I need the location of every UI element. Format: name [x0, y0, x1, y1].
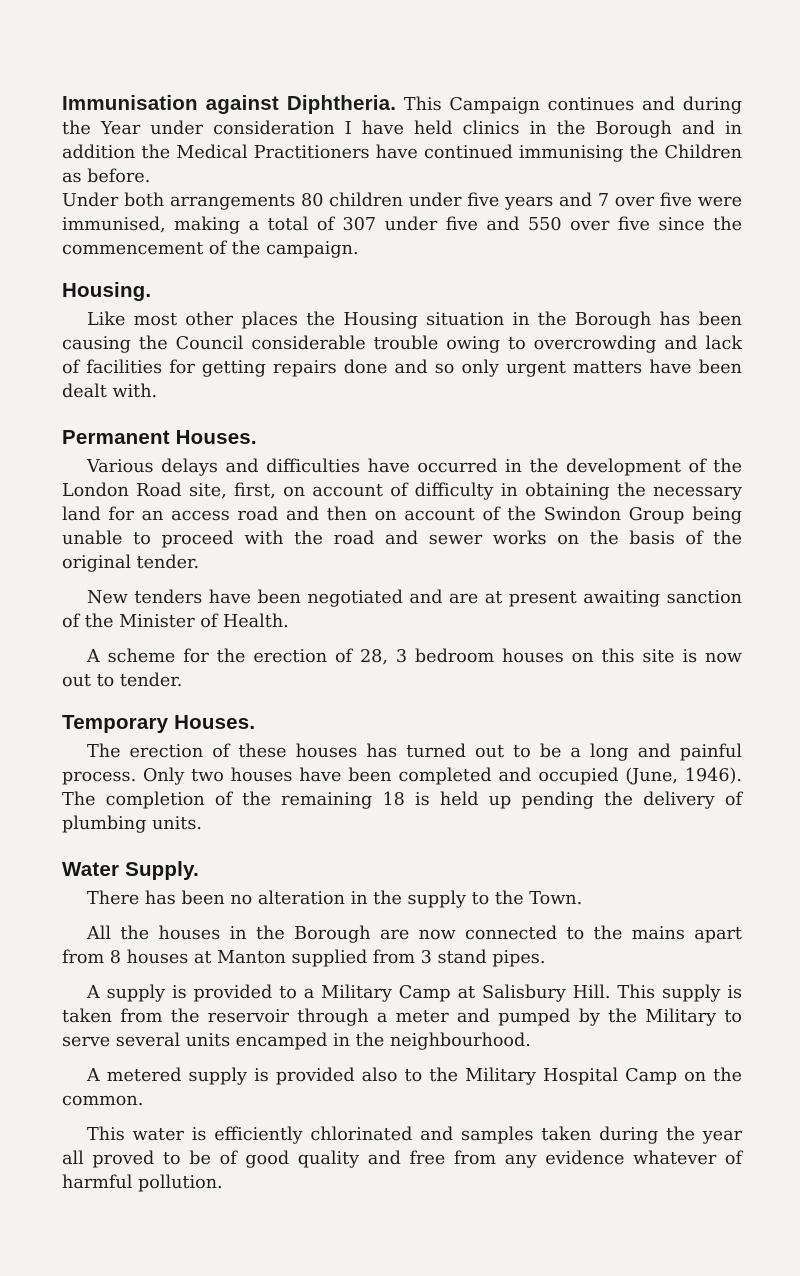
immunisation-text: This Campaign continues and during the Year under consideration I have held clinics in the Borough and in addition the Medical Practitioners have continued immunising the Children as before.	[62, 95, 742, 187]
immunisation-section	[62, 92, 742, 261]
permanent-houses-section	[62, 426, 742, 693]
water-supply-paragraph: This water is efficiently chlorinated and samples taken during the year all proved to be of good quality and free from any evidence whatever of harmful pollution.	[62, 1125, 742, 1193]
permanent-houses-heading: Permanent Houses.	[62, 426, 257, 449]
immunisation-heading: Immunisation against Diphtheria.	[62, 92, 397, 115]
water-supply-paragraph: A metered supply is provided also to the Military Hospital Camp on the common.	[62, 1066, 742, 1110]
permanent-houses-paragraph: Various delays and difficulties have occurred in the development of the London Road site, first, on account of difficulty in obtaining the necessary land for an access road and then on account of the Swindon Group being unable to proceed with the road and sewer works on the basis of the original tender.	[62, 457, 742, 573]
housing-heading: Housing.	[62, 279, 152, 302]
temporary-houses-text: The erection of these houses has turned out to be a long and painful process. Only two houses have been completed and occupied (June, 1946). The completion of the remaining 18 is held up pending the delivery of plumbing units.	[62, 742, 742, 834]
permanent-houses-paragraph: A scheme for the erection of 28, 3 bedroom houses on this site is now out to tender.	[62, 647, 742, 691]
document-page	[62, 92, 742, 1195]
permanent-houses-paragraph: New tenders have been negotiated and are at present awaiting sanction of the Minister of Health.	[62, 588, 742, 632]
housing-section	[62, 279, 742, 404]
water-supply-paragraph: There has been no alteration in the supply to the Town.	[87, 889, 583, 909]
housing-text: Like most other places the Housing situation in the Borough has been causing the Council considerable trouble owing to overcrowding and lack of facilities for getting repairs done and so only urgent matters have been dealt with.	[62, 310, 742, 402]
water-supply-paragraph: A supply is provided to a Military Camp at Salisbury Hill. This supply is taken from the reservoir through a meter and pumped by the Military to serve several units encamped in the neighbourhood.	[62, 983, 742, 1051]
immunisation-text-2: Under both arrangements 80 children under five years and 7 over five were immunised, making a total of 307 under five and 550 over five since the commencement of the campaign.	[62, 191, 742, 259]
water-supply-paragraph: All the houses in the Borough are now connected to the mains apart from 8 houses at Manton supplied from 3 stand pipes.	[62, 924, 742, 968]
water-supply-section	[62, 858, 742, 1195]
temporary-houses-heading: Temporary Houses.	[62, 711, 256, 734]
immunisation-paragraph	[62, 92, 742, 189]
water-supply-heading: Water Supply.	[62, 858, 200, 881]
temporary-houses-section	[62, 711, 742, 836]
